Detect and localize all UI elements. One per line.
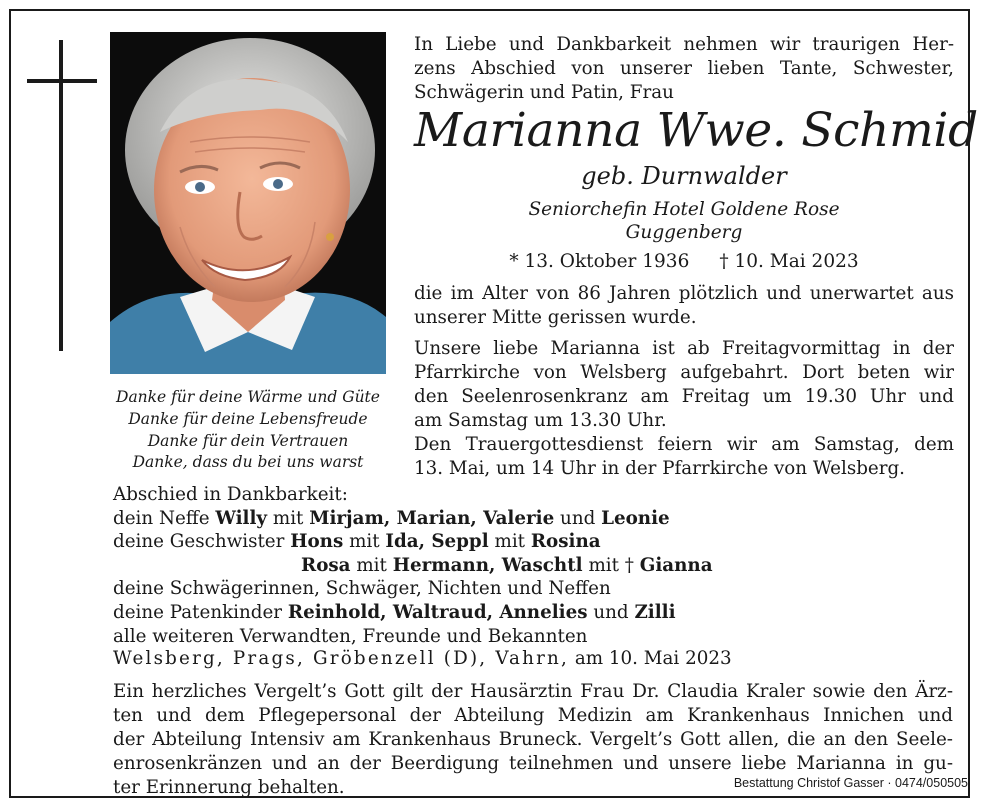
- intro-line: Schwägerin und Patin, Frau: [414, 82, 674, 103]
- death-date: † 10. Mai 2023: [719, 251, 859, 272]
- funeral-paragraph: [414, 337, 954, 481]
- maiden-name: geb. Durnwalder: [581, 162, 787, 190]
- mourners-line-nephew: dein Neffe Willy mit Mirjam, Marian, Valerie und Leonie: [113, 507, 670, 529]
- intro-line: In Liebe und Dankbarkeit nehmen wir traurigen Her-: [414, 34, 954, 55]
- verse-line: Danke für dein Vertrauen: [147, 431, 349, 450]
- paragraph-line: Unsere liebe Marianna ist ab Freitagvormittag in der: [414, 338, 954, 359]
- mourners-line-inlaws: deine Schwägerinnen, Schwäger, Nichten und Neffen: [113, 578, 611, 600]
- location-line: Guggenberg: [625, 222, 743, 243]
- life-dates: [414, 249, 954, 275]
- paragraph-line: ter Erinnerung behalten.: [113, 777, 345, 798]
- paragraph-line: 13. Mai, um 14 Uhr in der Pfarrkirche von Welsberg.: [414, 458, 905, 479]
- paragraph-line: den Seelenrosenkranz am Freitag um 19.30 Uhr und: [414, 386, 954, 407]
- paragraph-line: enrosenkränzen und an der Beerdigung teilnehmen und unsere liebe Marianna in gu-: [113, 753, 953, 774]
- birth-date: * 13. Oktober 1936: [509, 251, 690, 272]
- paragraph-line: Ein herzliches Vergelt’s Gott gilt der Hausärztin Frau Dr. Claudia Kraler sowie den Ärz-: [113, 681, 953, 702]
- paragraph-line: am Samstag um 13.30 Uhr.: [414, 410, 667, 431]
- mourners-line-siblings: deine Geschwister Hons mit Ida, Seppl mit Rosina: [113, 531, 601, 553]
- paragraph-line: ten und dem Pflegepersonal der Abteilung Medizin am Krankenhaus Innichen und: [113, 705, 953, 726]
- verse-line: Danke für deine Lebensfreude: [128, 409, 368, 428]
- places: Welsberg, Prags, Gröbenzell (D), Vahrn,: [113, 648, 570, 669]
- thank-you-verses: [100, 387, 396, 474]
- paragraph-line: unserer Mitte gerissen wurde.: [414, 307, 697, 328]
- paragraph-line: der Abteilung Intensiv am Krankenhaus Bruneck. Vergelt’s Gott allen, die an den Seele-: [113, 729, 953, 750]
- mourners-line-others: alle weiteren Verwandten, Freunde und Bekannten: [113, 625, 588, 647]
- mourners-list: [113, 483, 873, 648]
- portrait-photo: [110, 32, 386, 374]
- place-date-line: [113, 647, 732, 671]
- verse-line: Danke für deine Wärme und Güte: [116, 388, 380, 406]
- deceased-name: Marianna Wwe. Schmid: [414, 103, 978, 158]
- paragraph-line: Den Trauergottesdienst feiern wir am Samstag, dem: [414, 434, 954, 455]
- occupation-line: Seniorchefin Hotel Goldene Rose: [528, 199, 840, 220]
- undertaker-credit: Bestattung Christof Gasser · 0474/050505: [733, 776, 968, 790]
- intro-text: [414, 33, 954, 105]
- mourners-line-godchildren: deine Patenkinder Reinhold, Waltraud, Annelies und Zilli: [113, 601, 676, 623]
- paragraph-line: die im Alter von 86 Jahren plötzlich und unerwartet aus: [414, 283, 954, 304]
- mourners-heading: Abschied in Dankbarkeit:: [113, 484, 348, 505]
- paragraph-line: Pfarrkirche von Welsberg aufgebahrt. Dort beten wir: [414, 362, 954, 383]
- verse-line: Danke, dass du bei uns warst: [132, 453, 364, 472]
- intro-line: zens Abschied von unserer lieben Tante, Schwester,: [414, 58, 954, 79]
- age-paragraph: [414, 282, 954, 330]
- announcement-date: am 10. Mai 2023: [574, 648, 732, 669]
- mourners-line-siblings-cont: Rosa mit Hermann, Waschtl mit † Gianna: [301, 554, 713, 576]
